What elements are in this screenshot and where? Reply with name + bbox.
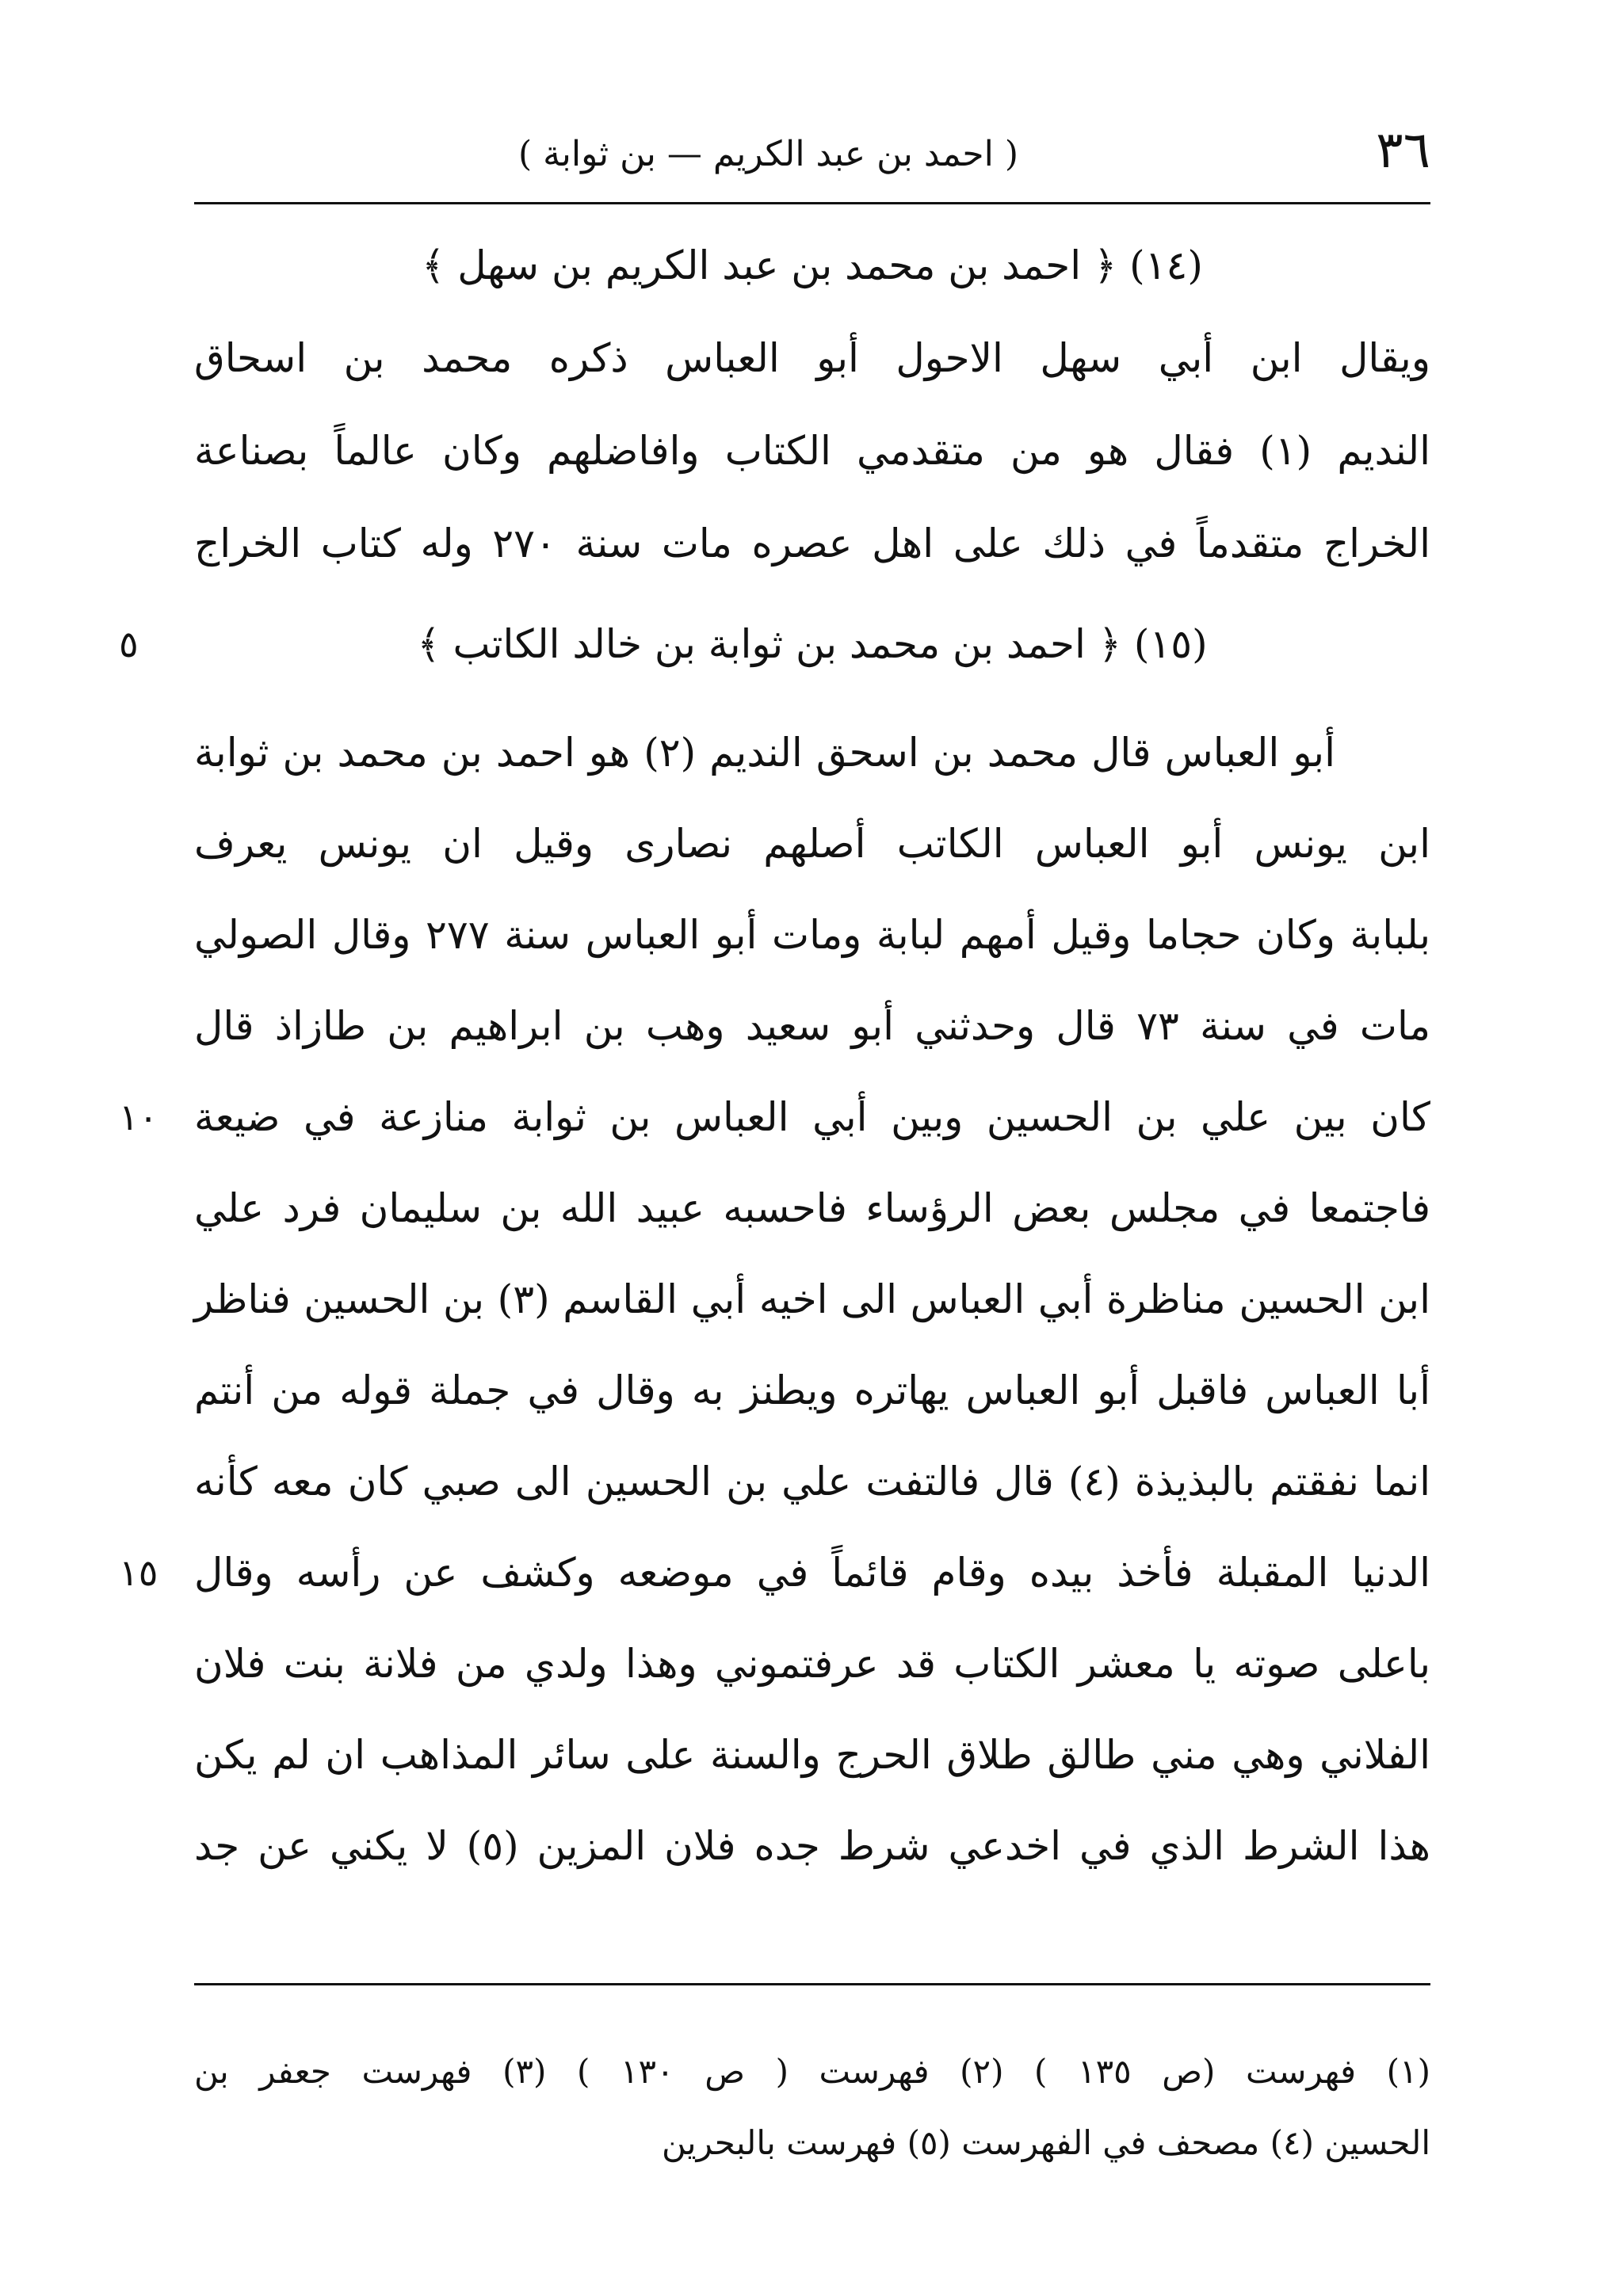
text-line: ويقال ابن أبي سهل الاحول أبو العباس ذكره محمد بن اسحاق: [194, 335, 1430, 381]
page-number: ٣٦: [1376, 121, 1430, 180]
text-line: مات في سنة ٧٣ قال وحدثني أبو سعيد وهب بن ابراهيم بن طازاذ قال: [194, 1003, 1430, 1049]
text-line: هذا الشرط الذي في اخدعي شرط جده فلان المزين (٥) لا يكني عن جد: [194, 1823, 1431, 1869]
text-line: انما نفقتم بالبذيذة (٤) قال فالتفت علي بن الحسين الى صبي كان معه كأنه: [194, 1459, 1431, 1505]
line-number-5: ٥: [119, 623, 139, 666]
text-line: النديم (١) فقال هو من متقدمي الكتاب وافاضلهم وكان عالماً بصناعة: [194, 428, 1430, 474]
page-header: [194, 111, 1430, 198]
text-line: الدنيا المقبلة فأخذ بيده وقام قائماً في موضعه وكشف عن رأسه وقال: [194, 1550, 1430, 1596]
text-line: بلبابة وكان حجاما وقيل أمهم لبابة ومات أبو العباس سنة ٢٧٧ وقال الصولي: [194, 912, 1431, 958]
running-title: ( احمد بن عبد الكريم — بن ثوابة ): [517, 134, 1018, 174]
header-rule: [194, 202, 1430, 204]
text-line: ابن الحسين مناظرة أبي العباس الى اخيه أبي القاسم (٣) بن الحسين فناظر: [194, 1276, 1430, 1322]
line-number-10: ١٠: [119, 1096, 158, 1138]
text-line: فاجتمعا في مجلس بعض الرؤساء فاحسبه عبيد الله بن سليمان فرد علي: [194, 1185, 1430, 1231]
footnote-line: (١) فهرست (ص ١٣٥ ) (٢) فهرست ( ص ١٣٠ ) (٣) فهرست جعفر بن: [194, 2052, 1430, 2091]
footnote-rule: [194, 1983, 1430, 1985]
text-line: باعلى صوته يا معشر الكتاب قد عرفتموني وهذا ولدي من فلانة بنت فلان: [194, 1641, 1430, 1687]
text-line: أبا العباس فاقبل أبو العباس يهاتره ويطنز به وقال في جملة قوله من أنتم: [194, 1367, 1430, 1413]
text-line: الفلاني وهي مني طالق طلاق الحرج والسنة على سائر المذاهب ان لم يكن: [194, 1732, 1430, 1778]
entry-heading-14: (١٤) ﴿ احمد بن محمد بن عبد الكريم بن سهل ﴾: [422, 242, 1203, 288]
text-line: كان بين علي بن الحسين وبين أبي العباس بن ثوابة منازعة في ضيعة: [194, 1094, 1430, 1140]
text-line: أبو العباس قال محمد بن اسحق النديم (٢) هو احمد بن محمد بن ثوابة: [194, 730, 1335, 776]
text-line: الخراج متقدماً في ذلك على اهل عصره مات سنة ٢٧٠ وله كتاب الخراج: [194, 521, 1430, 566]
text-line: ابن يونس أبو العباس الكاتب أصلهم نصارى وقيل ان يونس يعرف: [194, 821, 1430, 867]
line-number-15: ١٥: [119, 1551, 158, 1594]
entry-heading-15: (١٥) ﴿ احمد بن محمد بن ثوابة بن خالد الكاتب ﴾: [417, 621, 1208, 667]
footnote-line: الحسين (٤) مصحف في الفهرست (٥) فهرست بالبحرين: [661, 2123, 1430, 2162]
